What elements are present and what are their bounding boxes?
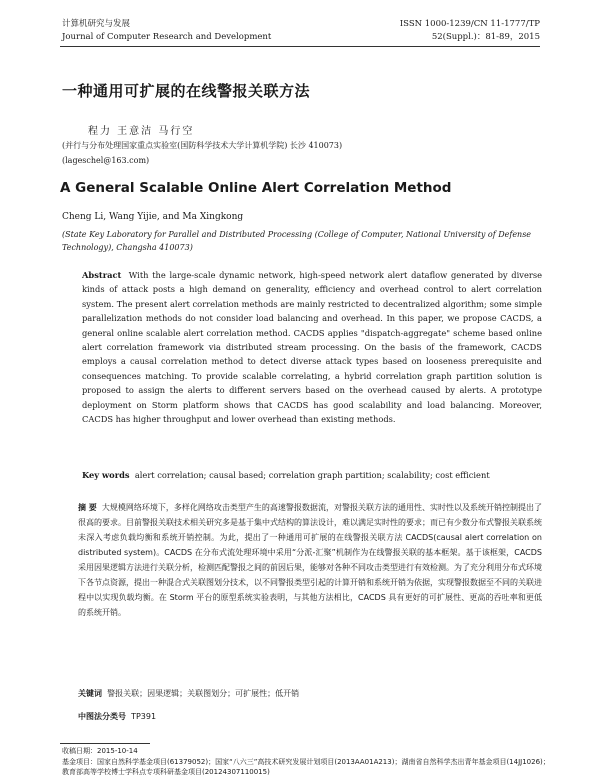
journal-name-en: Journal of Computer Research and Development: [62, 32, 272, 42]
keywords-text: alert correlation; causal based; correlation graph partition; scalability; cost efficient: [134, 470, 490, 480]
received-date: 收稿日期：2015-10-14: [62, 747, 138, 755]
classification-label: 中图法分类号: [78, 712, 126, 721]
journal-issue: 52(Suppl.)：81-89，2015: [431, 32, 540, 42]
classification-code: TP391: [131, 712, 157, 721]
paper-title-cn: 一种通用可扩展的在线警报关联方法: [62, 82, 311, 100]
abstract-cn-text: 大规模网络环境下，多样化网络攻击类型产生的高速警报数据流，对警报关联方法的通用性、实时性以及系统开销控制提出了很高的要求。目前警报关联技术相关研究多是基于集中式结构的算法设计，难以满足实时性的要求；而已有少数分布式警报关联系统未深入考虑负载均衡和系统开销控制。为此，提出了一种通用可扩展的在线警报关联方法 CACDS(causal alert correlation on distributed system)。CACDS 在分布式流处理环境中采用“分派-汇聚”机制作为在线警报关联的基本框架。基于该框架，CACDS 采用因果逻辑方法进行关联分析，检测匹配警报之间的前因后果，能够对各种不同攻击类型进行有效检测。为了充分利用分布式环境下各节点资源，提出一种混合式关联图划分技术，以不同警报类型引起的计算开销和系统开销为依据，实现警报数据至不同的关联进程中以实现负载均衡。在 Storm 平台的原型系统实验表明，与其他方法相比，CACDS 具有更好的可扩展性、更高的吞吐率和更低的系统开销。: [78, 503, 542, 617]
abstract-en: [82, 268, 542, 426]
authors-en: Cheng Li, Wang Yijie, and Ma Xingkong: [62, 212, 244, 222]
header-divider: [60, 46, 540, 47]
fund-info: 基金项目：国家自然科学基金项目(61379052)；国家“八六三”高技术研究发展计划项目(2013AA01A213)；湖南省自然科学杰出青年基金项目(14JJ1026)；教育部高等学校博士学科点专项科研基金项目(20124307110015): [62, 757, 550, 776]
affiliation-en: (State Key Laboratory for Parallel and Distributed Processing (College of Computer, National University of Defense Technology), Changsha 410073): [62, 230, 532, 252]
footnote-divider: [60, 743, 150, 744]
journal-name-cn: 计算机研究与发展: [62, 19, 131, 29]
authors-cn: 程力 王意洁 马行空: [88, 126, 195, 137]
affiliation-cn: (并行与分布处理国家重点实验室(国防科学技术大学计算机学院) 长沙 410073): [62, 141, 343, 150]
abstract-text: With the large-scale dynamic network, high-speed network alert dataflow generated by diverse kinds of attack posts a high demand on generality, efficiency and overhead control to alert correlation system. The present alert correlation methods are mainly restricted to decentralized algorithm; some simple parallelization methods do not consider load balancing and overhead. In this paper, we propose CACDS, a general online scalable alert correlation method. CACDS applies "dispatch-aggregate" scheme based online alert correlation framework via distributed stream processing. On the basis of the framework, CACDS employs a causal correlation method to detect diverse attack types based on looseness prerequisite and consequences matching. To provide scalable correlating, a hybrid correlation graph partition solution is proposed to assign the alerts to different servers based on the overhead caused by alerts. A prototype deployment on Storm platform shows that CACDS has good scalability and load balancing. Moreover, CACDS has higher throughput and lower overhead than existing methods.: [82, 270, 542, 425]
keywords-cn: [78, 688, 299, 699]
abstract-cn-label: 摘 要: [78, 503, 97, 512]
footnote: [62, 746, 552, 778]
keywords-label: Key words: [82, 470, 130, 480]
journal-header: [62, 18, 271, 44]
journal-issue-info: [400, 18, 540, 44]
keywords-en: [82, 470, 552, 480]
abstract-cn: [78, 500, 542, 620]
journal-issn: ISSN 1000-1239/CN 11-1777/TP: [399, 19, 540, 29]
abstract-label: Abstract: [82, 270, 122, 280]
paper-title-en: A General Scalable Online Alert Correlation Method: [60, 180, 452, 196]
classification-cn: [78, 711, 156, 722]
keywords-cn-label: 关键词: [78, 689, 102, 698]
keywords-cn-text: 警报关联；因果逻辑；关联图划分；可扩展性；低开销: [107, 689, 300, 698]
author-email: (lageschel@163.com): [62, 156, 150, 165]
